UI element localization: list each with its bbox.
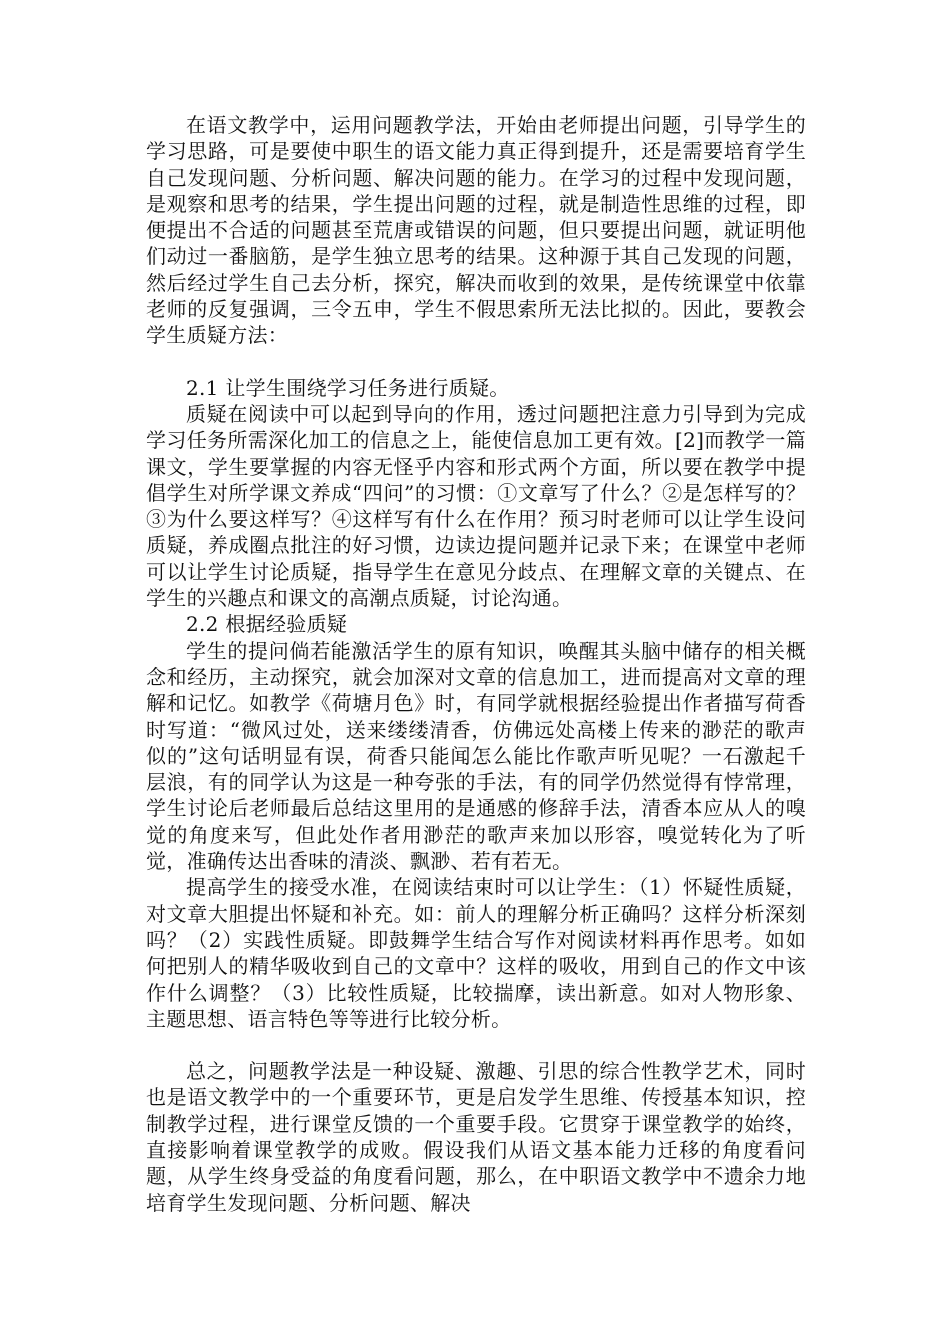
- paragraph-conclusion: 总之，问题教学法是一种设疑、激趣、引思的综合性教学艺术，同时也是语文教学中的一个重要环节，更是启发学生思维、传授基本知识，控制教学过程，进行课堂反馈的一个重要手段。它贯穿于课堂教学的始终，直接影响着课堂教学的成败。假设我们从语文基本能力迁移的角度看问题，从学生终身受益的角度看问题，那么，在中职语文教学中不遗余力地培育学生发现问题、分析问题、解决: [146, 1059, 806, 1215]
- section-heading-2-1: 2.1 让学生围绕学习任务进行质疑。: [186, 375, 510, 400]
- paragraph-reading-questions: 提高学生的接受水准，在阅读结束时可以让学生：（1）怀疑性质疑，对文章大胆提出怀疑和补充。如：前人的理解分析正确吗？这样分析深刻吗？（2）实践性质疑。即鼓舞学生结合写作对阅读材料再作思考。如如何把别人的精华吸收到自己的文章中？这样的吸收，用到自己的作文中该作什么调整？（3）比较性质疑，比较揣摩，读出新意。如对人物形象、主题思想、语言特色等等进行比较分析。: [146, 875, 806, 1031]
- document-body: [146, 112, 806, 1216]
- paragraph-intro: 在语文教学中，运用问题教学法，开始由老师提出问题，引导学生的学习思路，可是要使中职生的语文能力真正得到提升，还是需要培育学生自己发现问题、分析问题、解决问题的能力。在学习的过程中发现问题，是观察和思考的结果，学生提出问题的过程，就是制造性思维的过程，即便提出不合适的问题甚至荒唐或错误的问题，但只要提出问题，就证明他们动过一番脑筋，是学生独立思考的结果。这种源于其自己发现的问题，然后经过学生自己去分析，探究，解决而收到的效果，是传统课堂中依靠老师的反复强调，三令五申，学生不假思索所无法比拟的。因此，要教会学生质疑方法：: [146, 113, 806, 348]
- paragraph-gap: [146, 1032, 806, 1058]
- section-heading-2-2: 2.2 根据经验质疑: [186, 612, 348, 637]
- paragraph-gap: [146, 349, 806, 375]
- paragraph-section-2-2: 学生的提问倘若能激活学生的原有知识，唤醒其头脑中储存的相关概念和经历，主动探究，就会加深对文章的信息加工，进而提高对文章的理解和记忆。如教学《荷塘月色》时，有同学就根据经验提出作者描写荷香时写道：“微风过处，送来缕缕清香，仿佛远处高楼上传来的渺茫的歌声似的”这句话明显有误，荷香只能闻怎么能比作歌声听见呢？一石激起千层浪，有的同学认为这是一种夸张的手法，有的同学仍然觉得有悖常理，学生讨论后老师最后总结这里用的是通感的修辞手法，清香本应从人的嗅觉的角度来写，但此处作者用渺茫的歌声来加以形容，嗅觉转化为了听觉，准确传达出香味的清淡、飘渺、若有若无。: [146, 638, 806, 874]
- paragraph-section-2-1: 质疑在阅读中可以起到导向的作用，透过问题把注意力引导到为完成学习任务所需深化加工的信息之上，能使信息加工更有效。[2]而教学一篇课文，学生要掌握的内容无怪乎内容和形式两个方面，所以要在教学中提倡学生对所学课文养成“四问”的习惯：①文章写了什么？②是怎样写的？③为什么要这样写？④这样写有什么在作用？预习时老师可以让学生设问质疑，养成圈点批注的好习惯，边读边提问题并记录下来；在课堂中老师可以让学生讨论质疑，指导学生在意见分歧点、在理解文章的关键点、在学生的兴趣点和课文的高潮点质疑，讨论沟通。: [146, 401, 806, 611]
